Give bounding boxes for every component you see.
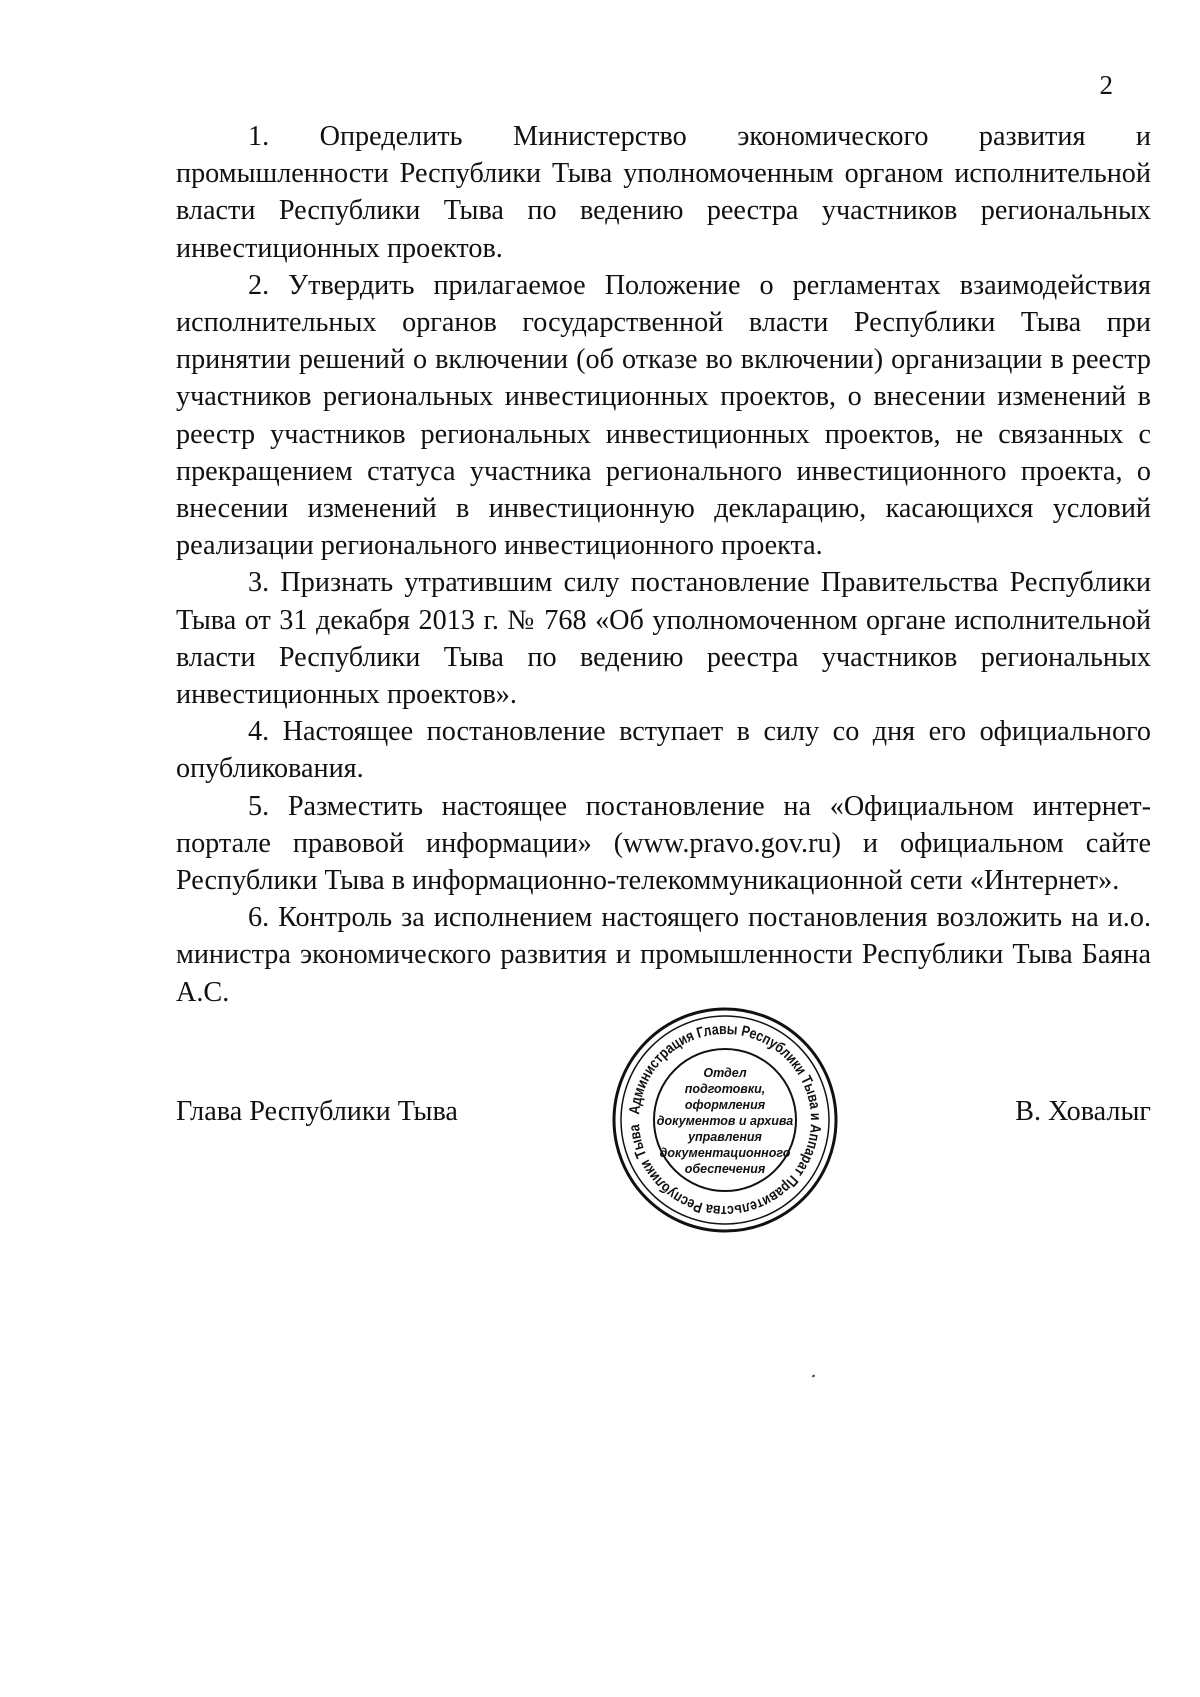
stamp-line-7: обеспечения — [684, 1162, 766, 1176]
stamp-ring-text: Администрация Главы Республики Тыва и Аппарат Правительства Республики Тыва — [625, 1020, 825, 1220]
paragraph-2: 2. Утвердить прилагаемое Положение о регламентах взаимодействия исполнительных органов государственной власти Республики Тыва при принятии решений о включении (об отказе во включении) организации в реестр участников региональных инвестиционных проектов, о внесении изменений в реестр участников региональных инвестиционных проектов, не связанных с прекращением статуса участника регионального инвестиционного проекта, о внесении изменений в инвестиционную декларацию, касающихся условий реализации регионального инвестиционного проекта. — [176, 269, 1151, 562]
paragraph-6: 6. Контроль за исполнением настоящего постановления возложить на и.о. министра экономического развития и промышленности Республики Тыва Баяна А.С. — [176, 902, 1151, 1008]
paragraph-1: 1. Определить Министерство экономического развития и промышленности Республики Тыва уполномоченным органом исполнительной власти Республики Тыва по ведению реестра участников региональных инвестиционных проектов. — [176, 121, 1151, 264]
paragraph-4: 4. Настоящее постановление вступает в силу со дня его официального опубликования. — [176, 716, 1151, 785]
official-stamp — [610, 1005, 840, 1235]
stamp-line-5: управления — [688, 1130, 762, 1144]
paragraph-3: 3. Признать утратившим силу постановление Правительства Республики Тыва от 31 декабря 2013 г. № 768 «Об уполномоченном органе исполнительной власти Республики Тыва по ведению реестра участников региональных инвестиционных проектов». — [176, 567, 1151, 711]
signatory-name: В. Ховалыг — [1015, 1096, 1151, 1127]
document-body — [176, 118, 1151, 1011]
stamp-line-3: оформления — [684, 1098, 766, 1112]
page-number: 2 — [1099, 70, 1113, 100]
stamp-line-4: документов и архива — [656, 1114, 794, 1128]
stamp-line-1: Отдел — [703, 1066, 747, 1080]
stamp-line-2: подготовки, — [684, 1082, 766, 1096]
stamp-line-6: документационного — [659, 1146, 791, 1160]
signatory-position: Глава Республики Тыва — [176, 1096, 458, 1127]
scan-speck — [812, 1374, 816, 1377]
paragraph-5: 5. Разместить настоящее постановление на «Официальном интернет-портале правовой информации» (www.pravo.gov.ru) и официальном сайте Республики Тыва в информационно-телекоммуникационной сети «Интернет». — [176, 790, 1151, 897]
